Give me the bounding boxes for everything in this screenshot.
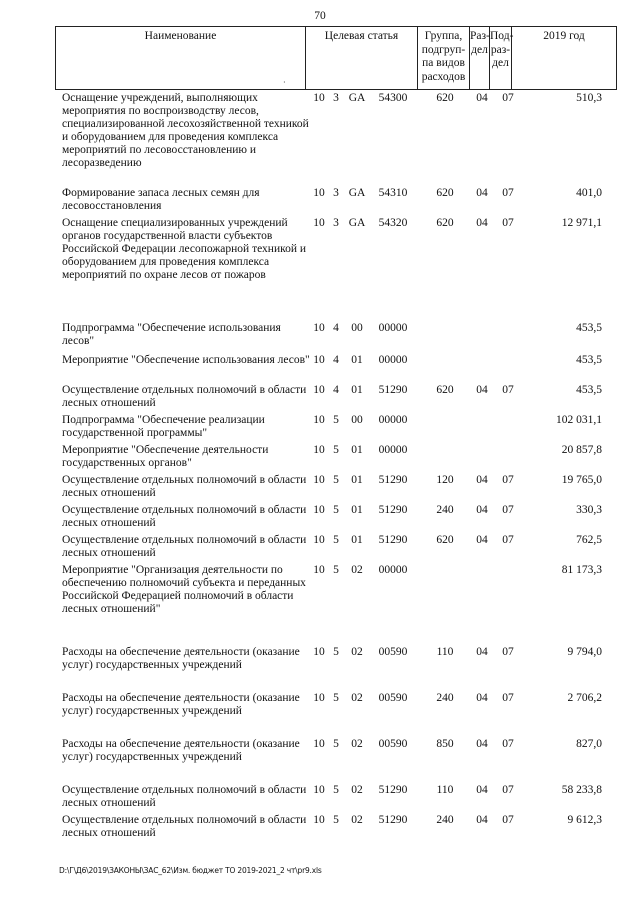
row-subsection: 07 [502, 474, 514, 486]
row-section: 04 [476, 814, 488, 826]
row-subsection: 07 [502, 92, 514, 104]
row-name: Подпрограмма "Обеспечение использования лесов" [62, 322, 281, 347]
row-amount: 19 765,0 [561, 474, 602, 486]
table-row [0, 814, 640, 844]
row-section: 04 [476, 504, 488, 516]
row-activity-code: 01 [351, 444, 363, 456]
row-direction-code: 51290 [378, 814, 408, 826]
row-program-code: 10 [313, 814, 325, 826]
row-section: 04 [476, 187, 488, 199]
row-subprogram-code: 5 [333, 504, 339, 516]
row-amount: 102 031,1 [556, 414, 602, 426]
row-expense-group: 240 [436, 692, 454, 704]
row-activity-code: 01 [351, 354, 363, 366]
row-direction-code: 00590 [378, 738, 408, 750]
row-amount: 2 706,2 [567, 692, 602, 704]
table-row [0, 646, 640, 692]
table-row [0, 564, 640, 646]
row-activity-code: GA [348, 92, 366, 104]
row-direction-code: 51290 [378, 384, 408, 396]
row-program-code: 10 [313, 504, 325, 516]
row-amount: 453,5 [576, 322, 602, 334]
row-subsection: 07 [502, 217, 514, 229]
table-row [0, 414, 640, 444]
row-name: Формирование запаса лесных семян для лесовосстановления [62, 187, 260, 212]
row-subprogram-code: 5 [333, 444, 339, 456]
row-activity-code: 00 [351, 322, 363, 334]
row-amount: 827,0 [576, 738, 602, 750]
row-amount: 401,0 [576, 187, 602, 199]
row-subprogram-code: 5 [333, 692, 339, 704]
row-amount: 9 612,3 [567, 814, 602, 826]
header-target-article: Целевая статья [306, 27, 418, 89]
row-expense-group: 120 [436, 474, 454, 486]
row-expense-group: 110 [436, 784, 454, 796]
row-amount: 58 233,8 [561, 784, 602, 796]
row-section: 04 [476, 474, 488, 486]
row-subprogram-code: 4 [333, 322, 339, 334]
row-amount: 20 857,8 [561, 444, 602, 456]
row-activity-code: 01 [351, 474, 363, 486]
table-row [0, 322, 640, 354]
row-amount: 9 794,0 [567, 646, 602, 658]
row-section: 04 [476, 534, 488, 546]
row-activity-code: 02 [351, 738, 363, 750]
row-section: 04 [476, 784, 488, 796]
row-subprogram-code: 5 [333, 738, 339, 750]
row-name: Осуществление отдельных полномочий в области лесных отношений [62, 784, 307, 809]
row-expense-group: 620 [436, 217, 454, 229]
table-row [0, 692, 640, 738]
row-amount: 453,5 [576, 354, 602, 366]
row-direction-code: 54320 [378, 217, 408, 229]
table-row [0, 534, 640, 564]
header-subsection: Под- раз- дел [490, 27, 512, 89]
row-subprogram-code: 4 [333, 384, 339, 396]
row-activity-code: 02 [351, 564, 363, 576]
row-section: 04 [476, 646, 488, 658]
row-activity-code: 02 [351, 692, 363, 704]
row-name: Осуществление отдельных полномочий в области лесных отношений [62, 504, 307, 529]
row-amount: 81 173,3 [561, 564, 602, 576]
row-name: Оснащение специализированных учреждений органов государственной власти субъектов Российской Федерации лесопожарной техникой и оборудованием для проведения комплекса мероприятий по охране лесов от пожаров [62, 217, 307, 281]
row-subsection: 07 [502, 384, 514, 396]
row-name: Расходы на обеспечение деятельности (оказание услуг) государственных учреждений [62, 738, 300, 763]
row-activity-code: 01 [351, 534, 363, 546]
row-program-code: 10 [313, 692, 325, 704]
row-subprogram-code: 5 [333, 564, 339, 576]
table-row [0, 784, 640, 814]
row-subsection: 07 [502, 534, 514, 546]
row-expense-group: 850 [436, 738, 454, 750]
row-section: 04 [476, 738, 488, 750]
row-subprogram-code: 5 [333, 814, 339, 826]
row-name: Расходы на обеспечение деятельности (оказание услуг) государственных учреждений [62, 692, 300, 717]
row-name: Подпрограмма "Обеспечение реализации государственной программы" [62, 414, 265, 439]
row-subsection: 07 [502, 187, 514, 199]
row-subprogram-code: 5 [333, 474, 339, 486]
row-expense-group: 110 [436, 646, 454, 658]
row-direction-code: 51290 [378, 784, 408, 796]
row-direction-code: 00000 [378, 414, 408, 426]
table-row [0, 504, 640, 534]
row-subprogram-code: 4 [333, 354, 339, 366]
row-name: Мероприятие "Обеспечение деятельности государственных органов" [62, 444, 269, 469]
page-number: 70 [314, 10, 326, 22]
row-direction-code: 00000 [378, 354, 408, 366]
row-activity-code: GA [348, 217, 366, 229]
budget-table-body [0, 92, 640, 844]
row-subsection: 07 [502, 504, 514, 516]
row-program-code: 10 [313, 444, 325, 456]
row-activity-code: 01 [351, 504, 363, 516]
row-direction-code: 51290 [378, 504, 408, 516]
row-amount: 12 971,1 [561, 217, 602, 229]
row-program-code: 10 [313, 187, 325, 199]
table-row [0, 444, 640, 474]
row-amount: 453,5 [576, 384, 602, 396]
row-subsection: 07 [502, 692, 514, 704]
row-direction-code: 51290 [378, 534, 408, 546]
row-activity-code: 02 [351, 784, 363, 796]
row-name: Расходы на обеспечение деятельности (оказание услуг) государственных учреждений [62, 646, 300, 671]
row-subprogram-code: 3 [333, 217, 339, 229]
file-path-footer: D:\Г\Д6\2019\ЗАКОНЫ\ЗАС_62\Изм. бюджет ТО 2019-2021_2 чт\pr9.xls [59, 866, 322, 875]
row-name: Осуществление отдельных полномочий в области лесных отношений [62, 534, 307, 559]
row-subsection: 07 [502, 784, 514, 796]
table-row [0, 92, 640, 187]
row-program-code: 10 [313, 414, 325, 426]
row-direction-code: 00000 [378, 322, 408, 334]
header-expense-group: Группа, подгруп- па видов расходов [418, 27, 470, 89]
row-direction-code: 54310 [378, 187, 408, 199]
row-name: Осуществление отдельных полномочий в области лесных отношений [62, 814, 307, 839]
row-program-code: 10 [313, 784, 325, 796]
row-expense-group: 620 [436, 187, 454, 199]
row-activity-code: 02 [351, 646, 363, 658]
row-direction-code: 00000 [378, 444, 408, 456]
row-subprogram-code: 5 [333, 784, 339, 796]
row-amount: 762,5 [576, 534, 602, 546]
row-program-code: 10 [313, 322, 325, 334]
row-direction-code: 54300 [378, 92, 408, 104]
row-direction-code: 51290 [378, 474, 408, 486]
row-activity-code: 02 [351, 814, 363, 826]
table-row [0, 354, 640, 384]
table-header [55, 26, 617, 90]
row-subsection: 07 [502, 646, 514, 658]
row-direction-code: 00590 [378, 692, 408, 704]
row-program-code: 10 [313, 354, 325, 366]
row-subprogram-code: 5 [333, 646, 339, 658]
row-subsection: 07 [502, 814, 514, 826]
row-name: Мероприятие "Организация деятельности по обеспечению полномочий субъекта и переданных Российской Федерацией полномочий в области лесных отношений" [62, 564, 306, 615]
table-row [0, 384, 640, 414]
row-name: Осуществление отдельных полномочий в области лесных отношений [62, 384, 307, 409]
row-expense-group: 240 [436, 814, 454, 826]
row-section: 04 [476, 92, 488, 104]
row-program-code: 10 [313, 738, 325, 750]
row-name: Осуществление отдельных полномочий в области лесных отношений [62, 474, 307, 499]
row-program-code: 10 [313, 92, 325, 104]
row-expense-group: 620 [436, 534, 454, 546]
row-expense-group: 620 [436, 92, 454, 104]
row-program-code: 10 [313, 217, 325, 229]
row-subprogram-code: 3 [333, 92, 339, 104]
row-subsection: 07 [502, 738, 514, 750]
header-year: 2019 год [543, 30, 585, 42]
row-subprogram-code: 5 [333, 534, 339, 546]
header-section: Раз- дел [470, 27, 490, 89]
row-direction-code: 00000 [378, 564, 408, 576]
row-expense-group: 240 [436, 504, 454, 516]
row-amount: 330,3 [576, 504, 602, 516]
table-row [0, 474, 640, 504]
row-program-code: 10 [313, 474, 325, 486]
row-name: Мероприятие "Обеспечение использования лесов" [62, 354, 310, 366]
table-row [0, 738, 640, 784]
row-section: 04 [476, 217, 488, 229]
row-section: 04 [476, 692, 488, 704]
row-amount: 510,3 [576, 92, 602, 104]
row-program-code: 10 [313, 384, 325, 396]
row-direction-code: 00590 [378, 646, 408, 658]
row-subprogram-code: 5 [333, 414, 339, 426]
row-program-code: 10 [313, 534, 325, 546]
row-activity-code: 00 [351, 414, 363, 426]
header-mark: · [283, 78, 286, 87]
row-activity-code: GA [348, 187, 366, 199]
header-name: Наименование [56, 27, 306, 89]
row-activity-code: 01 [351, 384, 363, 396]
row-subprogram-code: 3 [333, 187, 339, 199]
row-program-code: 10 [313, 564, 325, 576]
row-section: 04 [476, 384, 488, 396]
row-expense-group: 620 [436, 384, 454, 396]
table-row [0, 217, 640, 322]
row-name: Оснащение учреждений, выполняющих мероприятия по воспроизводству лесов, специализированной лесохозяйственной техникой и оборудованием для проведения комплекса мероприятий по лесовосстановлению и лесоразведению [62, 92, 309, 169]
row-program-code: 10 [313, 646, 325, 658]
table-row [0, 187, 640, 217]
